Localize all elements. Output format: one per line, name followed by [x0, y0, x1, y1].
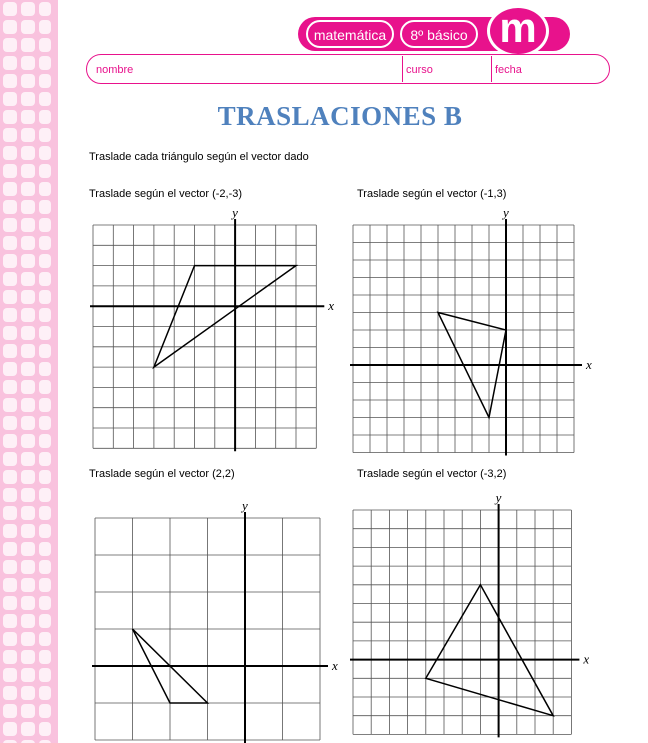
- decorative-square: [21, 254, 35, 268]
- decorative-square: [21, 38, 35, 52]
- decorative-square: [3, 200, 17, 214]
- decorative-square: [39, 326, 51, 340]
- x-axis-label: x: [328, 298, 335, 314]
- exercise-3-caption: Traslade según el vector (2,2): [89, 468, 235, 480]
- grid-lines: [95, 518, 320, 740]
- x-axis-label: x: [586, 357, 592, 372]
- decorative-square: [21, 434, 35, 448]
- decorative-square: [3, 308, 17, 322]
- decorative-square: [21, 362, 35, 376]
- decorative-square: [21, 722, 35, 736]
- decorative-square: [21, 614, 35, 628]
- decorative-square: [39, 668, 51, 682]
- decorative-square: [39, 254, 51, 268]
- decorative-square: [39, 56, 51, 70]
- y-axis-label: y: [495, 490, 502, 505]
- decorative-square: [3, 506, 17, 520]
- decorative-square: [39, 722, 51, 736]
- decorative-square: [3, 254, 17, 268]
- decorative-square: [21, 596, 35, 610]
- decorative-square: [21, 542, 35, 556]
- decorative-square: [3, 74, 17, 88]
- decorative-square: [39, 308, 51, 322]
- grid-lines: [353, 225, 574, 453]
- decorative-square: [39, 560, 51, 574]
- decorative-square: [39, 614, 51, 628]
- decorative-square: [39, 146, 51, 160]
- grid-lines: [93, 225, 316, 448]
- decorative-square: [3, 416, 17, 430]
- decorative-square: [21, 398, 35, 412]
- decorative-square: [3, 218, 17, 232]
- decorative-square: [21, 308, 35, 322]
- page-title: TRASLACIONES B: [217, 101, 463, 131]
- decorative-square: [3, 38, 17, 52]
- decorative-square: [21, 524, 35, 538]
- decorative-square: [3, 524, 17, 538]
- triangle: [426, 585, 553, 716]
- decorative-square: [39, 416, 51, 430]
- decorative-square: [3, 650, 17, 664]
- decorative-square: [3, 488, 17, 502]
- decorative-square: [39, 686, 51, 700]
- name-field-label: nombre: [96, 64, 134, 76]
- decorative-square: [21, 20, 35, 34]
- exercise-4-grid: [348, 492, 598, 743]
- decorative-square: [21, 74, 35, 88]
- decorative-square: [39, 38, 51, 52]
- decorative-square: [39, 200, 51, 214]
- decorative-square: [39, 524, 51, 538]
- instruction-text: Traslade cada triángulo según el vector dado: [89, 151, 309, 163]
- decorative-square: [3, 362, 17, 376]
- subject-badge: matemática: [306, 20, 394, 48]
- decorative-square: [3, 236, 17, 250]
- decorative-square: [21, 452, 35, 466]
- decorative-square: [3, 578, 17, 592]
- decorative-square: [21, 236, 35, 250]
- date-field-label: fecha: [495, 64, 522, 76]
- decorative-square: [3, 542, 17, 556]
- course-field-label: curso: [406, 64, 433, 76]
- decorative-square: [21, 380, 35, 394]
- decorative-square: [3, 560, 17, 574]
- decorative-square: [21, 578, 35, 592]
- decorative-square: [21, 650, 35, 664]
- decorative-square: [39, 632, 51, 646]
- form-divider: [402, 56, 403, 82]
- decorative-square: [39, 506, 51, 520]
- decorative-square: [3, 614, 17, 628]
- decorative-square: [39, 398, 51, 412]
- decorative-square: [3, 146, 17, 160]
- decorative-square: [3, 164, 17, 178]
- logo: m: [487, 5, 549, 57]
- y-axis-label: y: [232, 205, 238, 220]
- decorative-square: [3, 668, 17, 682]
- exercise-1-grid: [88, 205, 338, 455]
- decorative-square: [3, 596, 17, 610]
- grid-lines: [353, 510, 571, 734]
- decorative-square: [21, 344, 35, 358]
- decorative-square: [39, 290, 51, 304]
- exercise-3-grid: [88, 498, 338, 743]
- decorative-square: [3, 380, 17, 394]
- exercise-2-caption: Traslade según el vector (-1,3): [357, 188, 507, 200]
- decorative-square: [39, 164, 51, 178]
- decorative-square: [21, 326, 35, 340]
- decorative-square: [39, 578, 51, 592]
- decorative-square: [21, 470, 35, 484]
- exercise-2-grid: [348, 205, 598, 455]
- decorative-square: [3, 182, 17, 196]
- decorative-square: [3, 632, 17, 646]
- decorative-square: [3, 2, 17, 16]
- decorative-square: [39, 272, 51, 286]
- decorative-square: [3, 56, 17, 70]
- decorative-square: [39, 470, 51, 484]
- decorative-square: [21, 632, 35, 646]
- decorative-square: [21, 200, 35, 214]
- decorative-square: [3, 686, 17, 700]
- decorative-square: [21, 182, 35, 196]
- decorative-square: [3, 452, 17, 466]
- student-info-box: [86, 54, 610, 84]
- decorative-square: [39, 380, 51, 394]
- y-axis-label: y: [503, 205, 509, 220]
- decorative-square: [21, 56, 35, 70]
- decorative-square: [21, 290, 35, 304]
- decorative-square: [3, 290, 17, 304]
- decorative-square: [39, 20, 51, 34]
- decorative-square: [3, 326, 17, 340]
- decorative-square: [3, 470, 17, 484]
- form-divider: [491, 56, 492, 82]
- decorative-square: [21, 218, 35, 232]
- decorative-square: [21, 2, 35, 16]
- x-axis-label: x: [583, 651, 590, 667]
- decorative-square: [3, 722, 17, 736]
- decorative-square: [21, 416, 35, 430]
- exercise-4-caption: Traslade según el vector (-3,2): [357, 468, 507, 480]
- decorative-square: [39, 236, 51, 250]
- y-axis-label: y: [242, 498, 248, 513]
- decorative-square: [39, 2, 51, 16]
- decorative-square: [21, 272, 35, 286]
- decorative-square: [39, 704, 51, 718]
- decorative-square: [21, 668, 35, 682]
- decorative-square: [39, 74, 51, 88]
- decorative-square: [39, 542, 51, 556]
- decorative-square: [39, 362, 51, 376]
- decorative-square: [39, 650, 51, 664]
- decorative-square: [3, 704, 17, 718]
- decorative-square: [39, 182, 51, 196]
- decorative-square: [39, 218, 51, 232]
- x-axis-label: x: [332, 658, 338, 673]
- decorative-square: [21, 164, 35, 178]
- decorative-square: [3, 344, 17, 358]
- decorative-square: [21, 704, 35, 718]
- decorative-square: [3, 434, 17, 448]
- decorative-square: [21, 686, 35, 700]
- decorative-square: [39, 344, 51, 358]
- exercise-1-caption: Traslade según el vector (-2,-3): [89, 188, 243, 200]
- decorative-square: [3, 20, 17, 34]
- decorative-square: [39, 488, 51, 502]
- decorative-square: [21, 488, 35, 502]
- decorative-square: [3, 398, 17, 412]
- decorative-square: [21, 560, 35, 574]
- decorative-square: [39, 434, 51, 448]
- decorative-square: [39, 452, 51, 466]
- grade-badge: 8º básico: [400, 20, 478, 48]
- decorative-square: [3, 272, 17, 286]
- decorative-square: [21, 506, 35, 520]
- decorative-square: [39, 596, 51, 610]
- decorative-square: [21, 146, 35, 160]
- triangle: [154, 266, 296, 368]
